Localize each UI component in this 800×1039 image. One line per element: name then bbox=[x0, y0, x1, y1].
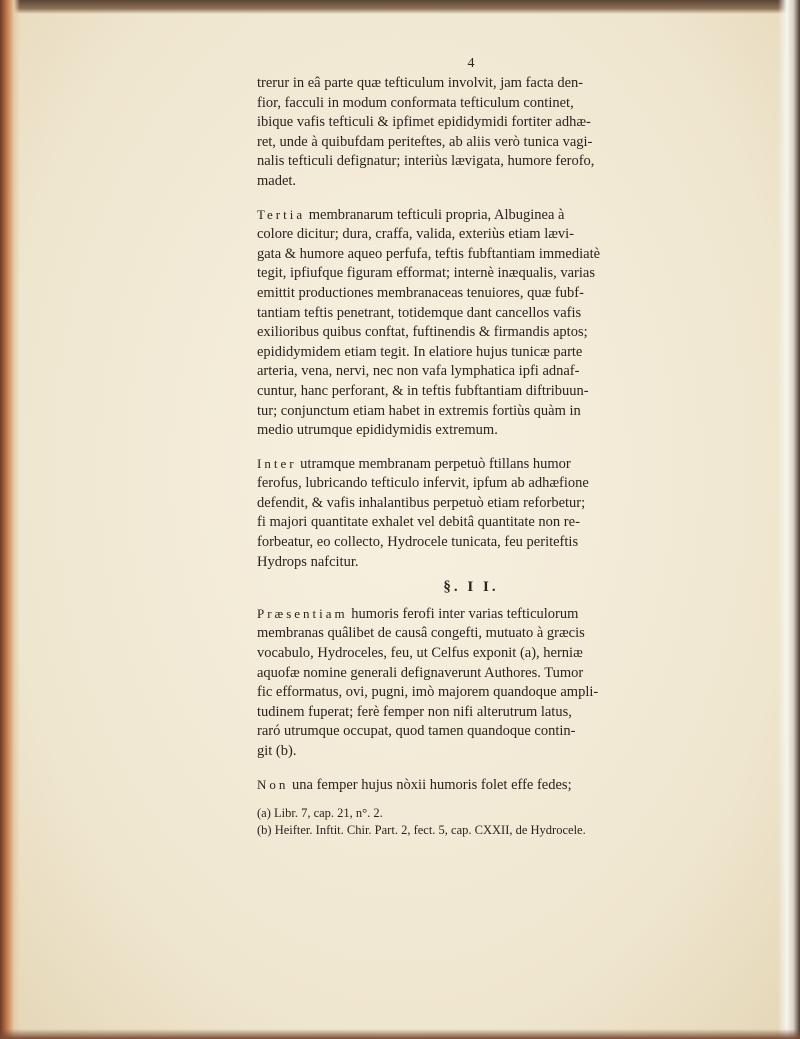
section-heading: §. I I. bbox=[443, 579, 499, 596]
paragraph-1: trerur in eâ parte quæ tefticulum involvit, jam facta den- fior, facculi in modum conformata tefticulum continet, ibique vafis tefticuli & ipfimet epididymidi fortiter adhæ- ret, unde à quibufdam periteftes, ab aliis verò tunica vagi- nalis tefticuli defignatur; interiùs lævigata, humore ferofo, madet. bbox=[257, 75, 595, 189]
page-bottom-edge bbox=[0, 1029, 800, 1039]
paragraph-5 bbox=[257, 775, 685, 796]
page-right-edge bbox=[778, 0, 800, 1039]
footnote-b: (b) Heifter. Inftit. Chir. Part. 2, fect. 5, cap. CXXII, de Hydrocele. bbox=[257, 823, 586, 838]
footnote-a: (a) Libr. 7, cap. 21, n°. 2. bbox=[257, 806, 383, 821]
page-top-edge bbox=[0, 0, 800, 14]
paragraph-2-body: membranarum tefticuli propria, Albuginea à colore dicitur; dura, craffa, valida, exteriùs etiam lævi- gata & humore aqueo perfufa, teftis fubftantiam immediatè tegit, ipfiufque figuram efformat; internè inæqualis, varias emittit productiones membranaceas tenuiores, quæ fubf- tantiam teftis penetrant, totidemque dant cancellos vafis exilioribus quibus conftat, fuftinendis & firmandis aptos; epididymidem etiam tegit. In elatiore hujus tunicæ parte arteria, vena, nervi, nec non vafa lymphatica ipfi adnaf- cuntur, hanc perforant, & in teftis fubftantiam diftribuun- tur; conjunctum etiam habet in extremis fortiùs quàm in medio utrumque epididymidis extremum. bbox=[257, 206, 601, 439]
paragraph-4-lead: Præsentiam bbox=[257, 605, 348, 621]
paragraph-4-body: humoris ferofi inter varias tefticulorum membranas quâlibet de causâ congefti, mutuato à græcis vocabulo, Hydroceles, feu, ut Celfus exponit (a), herniæ aquofæ nomine generali defignaverunt Authores. Tumor fic efformatus, ovi, pugni, imò majorem quandoque ampli- tudinem fuperat; ferè femper non nifi alterutrum latus, raró utrumque occupat, quod tamen quandoque contin- git (b). bbox=[257, 605, 599, 759]
paragraph-5-body: una femper hujus nòxii humoris folet effe fedes; bbox=[288, 776, 572, 793]
paragraph-5-lead: Non bbox=[257, 776, 289, 792]
paragraph-3 bbox=[257, 454, 685, 573]
paragraph-2 bbox=[257, 205, 685, 441]
footnotes bbox=[257, 805, 685, 839]
paragraph-3-lead: Inter bbox=[257, 455, 297, 471]
text-block bbox=[257, 56, 685, 839]
paragraph-2-lead: Tertia bbox=[257, 206, 306, 222]
paragraph-3-body: utramque membranam perpetuò ftillans humor ferofus, lubricando tefticulo infervit, ipfum ab adhæfione defendit, & vafis inhalantibus perpetuò etiam reforbetur; fi majori quantitate exhalet vel debitâ quantitate non re- forbeatur, eo collecto, Hydrocele tunicata, feu periteftis Hydrops nafcitur. bbox=[257, 455, 589, 570]
page-left-edge bbox=[0, 0, 20, 1039]
page-number: 4 bbox=[467, 56, 475, 71]
paragraph-4 bbox=[257, 604, 685, 762]
